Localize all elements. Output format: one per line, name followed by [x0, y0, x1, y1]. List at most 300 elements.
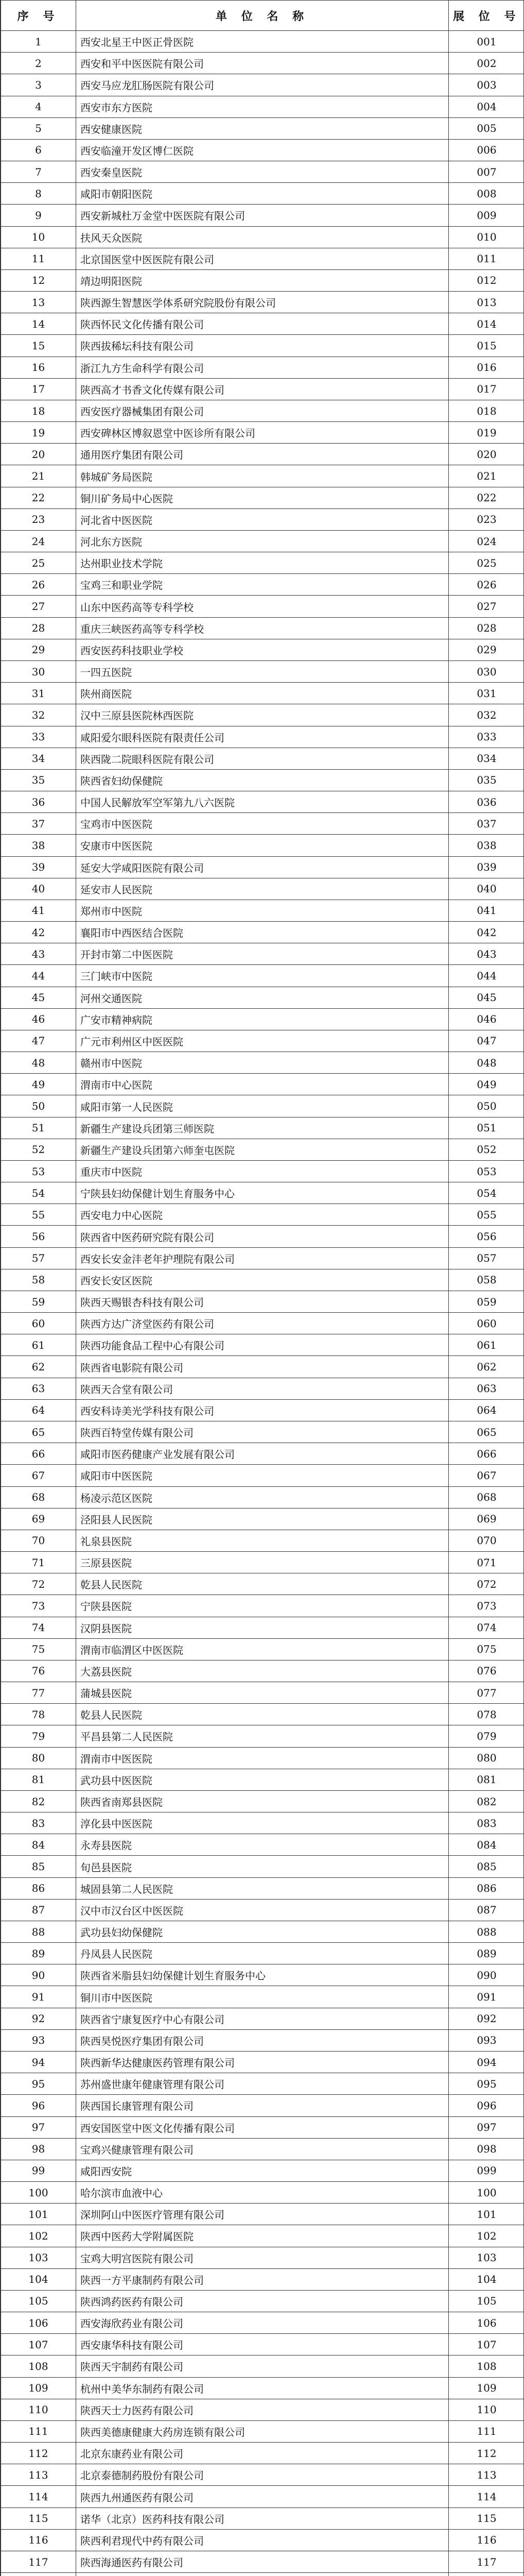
unit-name-cell: 淳化县中医医院	[76, 1812, 449, 1834]
serial-number-cell: 61	[1, 1334, 76, 1356]
booth-number-cell: 029	[449, 639, 524, 660]
serial-number-cell: 2	[1, 53, 76, 74]
serial-number-cell: 76	[1, 1660, 76, 1682]
serial-number-cell: 57	[1, 1247, 76, 1269]
booth-number-cell: 035	[449, 769, 524, 791]
booth-number-cell: 097	[449, 2116, 524, 2138]
booth-number-cell: 046	[449, 1008, 524, 1030]
booth-number-cell: 064	[449, 1399, 524, 1421]
booth-number-cell: 092	[449, 2008, 524, 2029]
serial-number-cell: 85	[1, 1856, 76, 1877]
booth-number-cell: 106	[449, 2312, 524, 2334]
booth-number-cell: 074	[449, 1617, 524, 1638]
booth-number-cell: 044	[449, 965, 524, 987]
table-row	[1, 1834, 524, 1856]
booth-number-cell: 045	[449, 987, 524, 1008]
serial-number-cell: 13	[1, 292, 76, 313]
table-row	[1, 292, 524, 313]
booth-number-cell: 040	[449, 878, 524, 900]
unit-name-cell: 渭南市中心医院	[76, 1074, 449, 1095]
unit-name-cell: 西安科诗美光学科技有限公司	[76, 1399, 449, 1421]
serial-number-cell: 5	[1, 117, 76, 139]
table-row	[1, 465, 524, 487]
table-row	[1, 378, 524, 400]
booth-number-cell: 016	[449, 357, 524, 378]
serial-number-cell: 112	[1, 2443, 76, 2464]
header-serial-number: 序 号	[1, 1, 76, 31]
table-row	[1, 226, 524, 248]
serial-number-cell: 30	[1, 660, 76, 682]
unit-name-cell: 陕西天赐银杏科技有限公司	[76, 1291, 449, 1312]
table-row	[1, 2182, 524, 2204]
unit-name-cell: 杨凌示范区医院	[76, 1486, 449, 1508]
booth-number-cell: 033	[449, 726, 524, 748]
serial-number-cell: 44	[1, 965, 76, 987]
table-row	[1, 683, 524, 704]
serial-number-cell: 45	[1, 987, 76, 1008]
serial-number-cell: 80	[1, 1747, 76, 1769]
table-row	[1, 2573, 524, 2576]
booth-number-cell: 038	[449, 835, 524, 856]
serial-number-cell: 39	[1, 856, 76, 878]
booth-number-cell: 087	[449, 1899, 524, 1921]
unit-name-cell: 陕西天宇制药有限公司	[76, 2355, 449, 2377]
unit-name-cell: 广元市利州区中医医院	[76, 1030, 449, 1052]
booth-number-cell: 095	[449, 2073, 524, 2095]
serial-number-cell: 34	[1, 748, 76, 769]
unit-name-cell: 延安大学咸阳医院有限公司	[76, 856, 449, 878]
table-row	[1, 2529, 524, 2551]
serial-number-cell: 50	[1, 1095, 76, 1117]
serial-number-cell: 101	[1, 2204, 76, 2225]
booth-number-cell: 053	[449, 1160, 524, 1182]
booth-number-cell: 065	[449, 1421, 524, 1443]
unit-name-cell: 苏州盛世康年健康管理有限公司	[76, 2073, 449, 2095]
serial-number-cell: 51	[1, 1117, 76, 1139]
serial-number-cell: 20	[1, 444, 76, 465]
serial-number-cell: 36	[1, 791, 76, 813]
booth-number-cell: 024	[449, 530, 524, 552]
serial-number-cell: 72	[1, 1573, 76, 1595]
serial-number-cell: 63	[1, 1378, 76, 1399]
booth-number-cell: 063	[449, 1378, 524, 1399]
booth-number-cell: 112	[449, 2443, 524, 2464]
table-row	[1, 1747, 524, 1769]
booth-number-cell: 104	[449, 2268, 524, 2290]
booth-number-cell: 037	[449, 813, 524, 835]
booth-number-cell: 011	[449, 248, 524, 269]
serial-number-cell: 88	[1, 1921, 76, 1942]
unit-name-cell: 韩城矿务局医院	[76, 465, 449, 487]
table-row	[1, 596, 524, 617]
table-row	[1, 117, 524, 139]
serial-number-cell: 37	[1, 813, 76, 835]
serial-number-cell: 62	[1, 1356, 76, 1378]
table-row	[1, 1008, 524, 1030]
booth-number-cell: 054	[449, 1182, 524, 1204]
booth-number-cell: 003	[449, 74, 524, 96]
unit-name-cell: 平昌县第二人民医院	[76, 1725, 449, 1747]
serial-number-cell: 46	[1, 1008, 76, 1030]
booth-number-cell: 014	[449, 313, 524, 335]
serial-number-cell: 115	[1, 2507, 76, 2529]
table-row	[1, 1095, 524, 1117]
serial-number-cell: 111	[1, 2420, 76, 2442]
booth-number-cell: 023	[449, 509, 524, 530]
table-row	[1, 2486, 524, 2507]
booth-number-cell: 108	[449, 2355, 524, 2377]
unit-name-cell: 陕西昊悦医疗集团有限公司	[76, 2029, 449, 2051]
unit-name-cell: 西安国医堂中医文化传播有限公司	[76, 2116, 449, 2138]
table-row	[1, 444, 524, 465]
booth-number-cell: 109	[449, 2377, 524, 2399]
table-row	[1, 161, 524, 183]
serial-number-cell: 28	[1, 617, 76, 639]
serial-number-cell: 81	[1, 1769, 76, 1790]
unit-name-cell: 咸阳市朝阳医院	[76, 183, 449, 205]
booth-number-cell: 062	[449, 1356, 524, 1378]
table-row	[1, 2464, 524, 2486]
serial-number-cell: 9	[1, 205, 76, 226]
unit-name-cell: 陕西一方平康制药有限公司	[76, 2268, 449, 2290]
booth-number-cell: 113	[449, 2464, 524, 2486]
unit-name-cell: 陕西九州通医药有限公司	[76, 2486, 449, 2507]
table-row	[1, 1704, 524, 1725]
unit-name-cell: 泾阳县人民医院	[76, 1508, 449, 1530]
serial-number-cell: 25	[1, 552, 76, 574]
booth-number-cell: 059	[449, 1291, 524, 1312]
table-row	[1, 1943, 524, 1964]
table-row	[1, 2073, 524, 2095]
serial-number-cell: 56	[1, 1226, 76, 1247]
unit-name-cell	[76, 2573, 449, 2576]
table-row	[1, 1530, 524, 1551]
serial-number-cell: 40	[1, 878, 76, 900]
table-row	[1, 2443, 524, 2464]
table-row	[1, 835, 524, 856]
table-row	[1, 1769, 524, 1790]
unit-name-cell: 重庆三峡医药高等专科学校	[76, 617, 449, 639]
serial-number-cell: 104	[1, 2268, 76, 2290]
booth-number-cell: 057	[449, 1247, 524, 1269]
table-row	[1, 574, 524, 596]
serial-number-cell: 18	[1, 400, 76, 421]
booth-number-cell: 017	[449, 378, 524, 400]
unit-name-cell: 一四五医院	[76, 660, 449, 682]
table-row	[1, 704, 524, 726]
serial-number-cell: 52	[1, 1139, 76, 1160]
unit-name-cell: 浙江九方生命科学有限公司	[76, 357, 449, 378]
unit-name-cell: 安康市中医医院	[76, 835, 449, 856]
table-row	[1, 2247, 524, 2268]
booth-number-cell: 101	[449, 2204, 524, 2225]
serial-number-cell: 98	[1, 2138, 76, 2160]
unit-name-cell: 陕西功能食品工程中心有限公司	[76, 1334, 449, 1356]
serial-number-cell: 41	[1, 900, 76, 921]
serial-number-cell: 4	[1, 96, 76, 117]
unit-name-cell: 西安医药科技职业学校	[76, 639, 449, 660]
serial-number-cell: 93	[1, 2029, 76, 2051]
unit-name-cell: 铜川矿务局中心医院	[76, 487, 449, 509]
serial-number-cell: 1	[1, 31, 76, 53]
unit-name-cell: 哈尔滨市血液中心	[76, 2182, 449, 2204]
table-row	[1, 1160, 524, 1182]
table-row	[1, 878, 524, 900]
table-header	[1, 1, 524, 31]
booth-number-cell: 020	[449, 444, 524, 465]
table-row	[1, 422, 524, 444]
booth-number-cell: 050	[449, 1095, 524, 1117]
table-row	[1, 552, 524, 574]
booth-number-cell: 096	[449, 2095, 524, 2116]
unit-name-cell: 礼泉县医院	[76, 1530, 449, 1551]
unit-name-cell: 西安北星王中医正骨医院	[76, 31, 449, 53]
unit-name-cell: 诺华（北京）医药科技有限公司	[76, 2507, 449, 2529]
booth-number-cell: 013	[449, 292, 524, 313]
table-row	[1, 1182, 524, 1204]
table-row	[1, 2051, 524, 2073]
unit-name-cell: 河北东方医院	[76, 530, 449, 552]
table-row	[1, 813, 524, 835]
booth-number-cell: 009	[449, 205, 524, 226]
unit-name-cell: 陕西百特堂传媒有限公司	[76, 1421, 449, 1443]
serial-number-cell: 92	[1, 2008, 76, 2029]
table-row	[1, 1378, 524, 1399]
serial-number-cell: 60	[1, 1313, 76, 1334]
serial-number-cell: 33	[1, 726, 76, 748]
serial-number-cell: 10	[1, 226, 76, 248]
table-row	[1, 965, 524, 987]
unit-name-cell: 武功县中医医院	[76, 1769, 449, 1790]
unit-name-cell: 西安和平中医医院有限公司	[76, 53, 449, 74]
serial-number-cell: 67	[1, 1465, 76, 1486]
serial-number-cell: 65	[1, 1421, 76, 1443]
unit-name-cell: 达州职业技术学院	[76, 552, 449, 574]
booth-number-cell: 041	[449, 900, 524, 921]
serial-number-cell: 6	[1, 139, 76, 161]
serial-number-cell: 3	[1, 74, 76, 96]
booth-number-cell: 094	[449, 2051, 524, 2073]
booth-number-cell: 047	[449, 1030, 524, 1052]
table-row	[1, 856, 524, 878]
table-row	[1, 2507, 524, 2529]
booth-number-cell: 073	[449, 1595, 524, 1617]
serial-number-cell: 19	[1, 422, 76, 444]
serial-number-cell: 94	[1, 2051, 76, 2073]
booth-number-cell: 052	[449, 1139, 524, 1160]
unit-name-cell: 陕西新华达健康医药管理有限公司	[76, 2051, 449, 2073]
booth-number-cell: 082	[449, 1790, 524, 1812]
table-row	[1, 748, 524, 769]
table-row	[1, 1812, 524, 1834]
unit-name-cell: 新疆生产建设兵团第六师奎屯医院	[76, 1139, 449, 1160]
booth-number-cell: 049	[449, 1074, 524, 1095]
serial-number-cell: 82	[1, 1790, 76, 1812]
serial-number-cell: 24	[1, 530, 76, 552]
table-row	[1, 1356, 524, 1378]
booth-number-cell: 019	[449, 422, 524, 444]
serial-number-cell: 114	[1, 2486, 76, 2507]
unit-name-cell: 武功县妇幼保健院	[76, 1921, 449, 1942]
booth-number-cell: 075	[449, 1638, 524, 1660]
booth-number-cell: 018	[449, 400, 524, 421]
booth-number-cell: 056	[449, 1226, 524, 1247]
booth-number-cell: 105	[449, 2290, 524, 2312]
serial-number-cell: 73	[1, 1595, 76, 1617]
table-row	[1, 1030, 524, 1052]
table-row	[1, 791, 524, 813]
booth-number-cell: 085	[449, 1856, 524, 1877]
table-row	[1, 1638, 524, 1660]
table-row	[1, 2008, 524, 2029]
serial-number-cell: 95	[1, 2073, 76, 2095]
table-row	[1, 509, 524, 530]
booth-number-cell: 091	[449, 1986, 524, 2008]
serial-number-cell: 31	[1, 683, 76, 704]
unit-name-cell: 靖边明阳医院	[76, 269, 449, 291]
unit-name-cell: 扶风天众医院	[76, 226, 449, 248]
booth-number-cell: 116	[449, 2529, 524, 2551]
serial-number-cell: 77	[1, 1682, 76, 1704]
table-row	[1, 1986, 524, 2008]
serial-number-cell: 68	[1, 1486, 76, 1508]
booth-number-cell: 039	[449, 856, 524, 878]
table-row	[1, 1725, 524, 1747]
booth-number-cell: 010	[449, 226, 524, 248]
header-row	[1, 1, 524, 31]
booth-number-cell: 083	[449, 1812, 524, 1834]
table-row	[1, 2312, 524, 2334]
booth-number-cell: 004	[449, 96, 524, 117]
serial-number-cell: 70	[1, 1530, 76, 1551]
table-row	[1, 2399, 524, 2420]
unit-name-cell: 宝鸡兴健康管理有限公司	[76, 2138, 449, 2160]
table-row	[1, 617, 524, 639]
booth-number-cell: 026	[449, 574, 524, 596]
unit-name-cell: 西安长安区医院	[76, 1269, 449, 1291]
table-body	[1, 31, 524, 2576]
table-row	[1, 2225, 524, 2247]
serial-number-cell: 38	[1, 835, 76, 856]
unit-name-cell: 西安电力中心医院	[76, 1204, 449, 1226]
unit-name-cell: 咸阳市医药健康产业发展有限公司	[76, 1443, 449, 1465]
table-row	[1, 205, 524, 226]
booth-number-cell: 080	[449, 1747, 524, 1769]
serial-number-cell: 113	[1, 2464, 76, 2486]
table-row	[1, 96, 524, 117]
serial-number-cell: 48	[1, 1052, 76, 1074]
table-row	[1, 1595, 524, 1617]
unit-name-cell: 大荔县医院	[76, 1660, 449, 1682]
table-row	[1, 1856, 524, 1877]
table-row	[1, 1443, 524, 1465]
unit-name-cell: 通用医疗集团有限公司	[76, 444, 449, 465]
booth-number-cell: 110	[449, 2399, 524, 2420]
booth-number-cell: 070	[449, 1530, 524, 1551]
serial-number-cell: 27	[1, 596, 76, 617]
unit-name-cell: 西安医疗器械集团有限公司	[76, 400, 449, 421]
serial-number-cell: 117	[1, 2551, 76, 2572]
unit-name-cell: 陕西国长康管理有限公司	[76, 2095, 449, 2116]
unit-name-cell: 城固县第二人民医院	[76, 1877, 449, 1899]
booth-number-cell: 048	[449, 1052, 524, 1074]
table-row	[1, 400, 524, 421]
unit-name-cell: 西安长安金沣老年护理院有限公司	[76, 1247, 449, 1269]
unit-name-cell: 陕西源生智慧医学体系研究院股份有限公司	[76, 292, 449, 313]
serial-number-cell: 55	[1, 1204, 76, 1226]
serial-number-cell: 54	[1, 1182, 76, 1204]
table-row	[1, 1682, 524, 1704]
table-row	[1, 943, 524, 965]
table-row	[1, 1964, 524, 1986]
unit-name-cell: 河北省中医医院	[76, 509, 449, 530]
serial-number-cell: 107	[1, 2334, 76, 2355]
booth-number-cell: 012	[449, 269, 524, 291]
unit-name-cell: 西安海欣药业有限公司	[76, 2312, 449, 2334]
unit-name-cell: 永寿县医院	[76, 1834, 449, 1856]
table-row	[1, 1291, 524, 1312]
booth-number-cell: 068	[449, 1486, 524, 1508]
table-row	[1, 1204, 524, 1226]
serial-number-cell: 47	[1, 1030, 76, 1052]
table-row	[1, 1552, 524, 1573]
unit-name-cell: 陕西利君现代中药有限公司	[76, 2529, 449, 2551]
table-row	[1, 1313, 524, 1334]
serial-number-cell: 103	[1, 2247, 76, 2268]
booth-number-cell: 088	[449, 1921, 524, 1942]
booth-number-cell: 114	[449, 2486, 524, 2507]
table-row	[1, 987, 524, 1008]
unit-name-cell: 郑州市中医院	[76, 900, 449, 921]
table-row	[1, 922, 524, 943]
serial-number-cell: 78	[1, 1704, 76, 1725]
booth-number-cell: 061	[449, 1334, 524, 1356]
serial-number-cell: 105	[1, 2290, 76, 2312]
booth-number-cell: 089	[449, 1943, 524, 1964]
booth-number-cell: 027	[449, 596, 524, 617]
table-row	[1, 2551, 524, 2572]
booth-number-cell: 067	[449, 1465, 524, 1486]
booth-number-cell: 051	[449, 1117, 524, 1139]
unit-name-cell: 河州交通医院	[76, 987, 449, 1008]
table-row	[1, 1899, 524, 1921]
booth-number-cell: 079	[449, 1725, 524, 1747]
unit-name-cell: 渭南市中医医院	[76, 1747, 449, 1769]
table-row	[1, 900, 524, 921]
serial-number-cell: 96	[1, 2095, 76, 2116]
unit-name-cell: 西安马应龙肛肠医院有限公司	[76, 74, 449, 96]
serial-number-cell: 109	[1, 2377, 76, 2399]
serial-number-cell: 29	[1, 639, 76, 660]
serial-number-cell: 86	[1, 1877, 76, 1899]
serial-number-cell: 83	[1, 1812, 76, 1834]
unit-name-cell: 宝鸡三和职业学院	[76, 574, 449, 596]
serial-number-cell: 26	[1, 574, 76, 596]
serial-number-cell: 7	[1, 161, 76, 183]
table-row	[1, 2377, 524, 2399]
unit-name-cell: 三原县医院	[76, 1552, 449, 1573]
table-row	[1, 313, 524, 335]
booth-number-cell: 030	[449, 660, 524, 682]
unit-name-cell: 陕西方达广济堂医药有限公司	[76, 1313, 449, 1334]
unit-name-cell: 渭南市临渭区中医医院	[76, 1638, 449, 1660]
unit-name-cell: 开封市第二中医医院	[76, 943, 449, 965]
booth-number-cell: 099	[449, 2160, 524, 2181]
booth-number-cell: 093	[449, 2029, 524, 2051]
unit-name-cell: 陕西省米脂县妇幼保健计划生育服务中心	[76, 1964, 449, 1986]
booth-number-cell: 042	[449, 922, 524, 943]
serial-number-cell: 74	[1, 1617, 76, 1638]
